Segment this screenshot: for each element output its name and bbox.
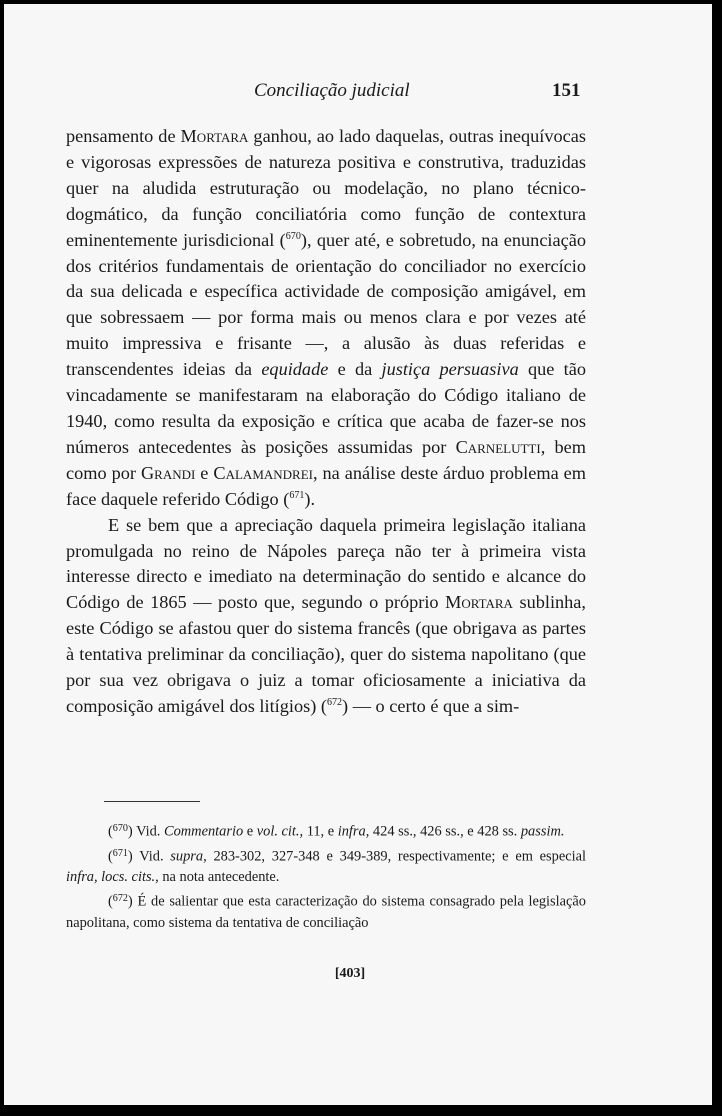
paragraph-1 (66, 124, 586, 513)
text-run: sublinha, este Código se afastou quer do sistema francês (que obrigava as partes à tentativa preliminar da conciliação), quer do sistema napolitano (que por sua vez obrigava o juiz a tomar oficiosamente a iniciativa da composição amigável dos litígios) ( (66, 592, 586, 716)
emphasis: vol. cit. (256, 823, 300, 840)
footnote-number: 672 (112, 893, 128, 905)
emphasis: infra (337, 823, 366, 840)
emphasis: supra (170, 848, 204, 865)
paragraph-2 (66, 513, 586, 720)
text-run: E se bem que a apreciação daquela primeira legislação italiana promulgada no reino de Nápoles pareça não ter à primeira vista interesse directo e imediato na determinação do sentido e alcance do Código de 1865 — posto que, segundo o próprio (66, 514, 586, 613)
text-run: Vid. (139, 848, 171, 865)
author-name: Calamandrei (213, 462, 313, 483)
author-name: Grandi (140, 462, 196, 483)
text-run: É de salientar que esta caracterização do sistema consagrado pela legislação napolitana, como sistema da tentativa de conciliação (66, 893, 586, 931)
emphasis: Commentario (163, 823, 244, 840)
footnote-672: ($^{672}$) É de salientar que esta caracterização do sistema consagrado pela legislação napolitana, como sistema da tentativa de conciliação (66, 893, 586, 931)
body-text (66, 124, 586, 720)
text-run: , 283-302, 327-348 e 349-389, respectivamente; e em especial (203, 848, 586, 865)
footnote-number: 671 (112, 847, 128, 859)
author-name: Mortara (180, 126, 249, 146)
text-run: que tão vincadamente se manifestaram na elaboração do Código italiano de 1940, como resulta da exposição e crítica que acaba de fazer-se nos números antecedentes às posições assumidas por (66, 359, 586, 457)
text-run: ganhou, ao lado daquelas, outras inequívocas e vigorosas expressões de natureza positiva e construtiva, traduzidas quer na aludida estruturação ou modelação, no plano técnico-dogmático, da função conciliatória como função de contextura eminentemente jurisdicional ( (66, 126, 586, 250)
page-marker: [403] (334, 966, 366, 981)
text-run: ), quer até, e sobretudo, na enunciação dos critérios fundamentais de orientação do conciliador no exercício da sua delicada e específica actividade de composição amigável, em que sobressaem — por forma mais ou menos clara e por vezes até muito impressiva e frisante —, a alusão às duas referidas e transcendentes ideias da (66, 229, 586, 380)
text-run: , 11, e (299, 823, 338, 840)
text-run: ). (304, 488, 316, 509)
text-run: pensamento de (66, 126, 181, 146)
text-run: e da (328, 359, 382, 380)
footnote-ref: 670 (285, 230, 301, 242)
text-run: , 424 ss., 426 ss., e 428 ss. (365, 823, 521, 840)
emphasis: equidade (261, 359, 329, 380)
footnotes (66, 818, 586, 934)
page-header (4, 80, 712, 106)
text-run: , bem como por (66, 436, 587, 483)
footnote-number: 670 (112, 823, 128, 834)
text-run: , na análise deste árduo problema em face daquele referido Código ( (66, 462, 586, 509)
author-name: Mortara (445, 592, 513, 613)
footnote-divider (104, 801, 200, 802)
footnote-ref: 671 (289, 489, 305, 501)
text-run: e (243, 823, 257, 840)
author-name: Carnelutti (455, 436, 541, 457)
emphasis: justiça persuasiva (381, 359, 519, 380)
footnote-ref: 672 (326, 696, 343, 708)
text-run: Vid. (136, 823, 164, 840)
text-run: ) — o certo é que a sim- (342, 695, 520, 716)
emphasis: infra, locs. cits. (66, 869, 156, 886)
page-number: 151 (552, 80, 581, 101)
footnote-671: ($^{671}$) Vid. supra, 283-302, 327-348 e 349-389, respectivamente; e em especial infra, locs. cits., na nota antecedente. (66, 847, 586, 886)
running-title: Conciliação judicial (254, 80, 410, 101)
footnote-670: ($^{670}$) Vid. Commentario e vol. cit., 11, e infra, 424 ss., 426 ss., e 428 ss. passim. (108, 823, 565, 840)
book-page (4, 4, 712, 1105)
page-footer (4, 966, 712, 982)
text-run: , na nota antecedente. (155, 869, 280, 886)
text-run: e (195, 462, 214, 483)
emphasis: passim. (520, 823, 565, 840)
